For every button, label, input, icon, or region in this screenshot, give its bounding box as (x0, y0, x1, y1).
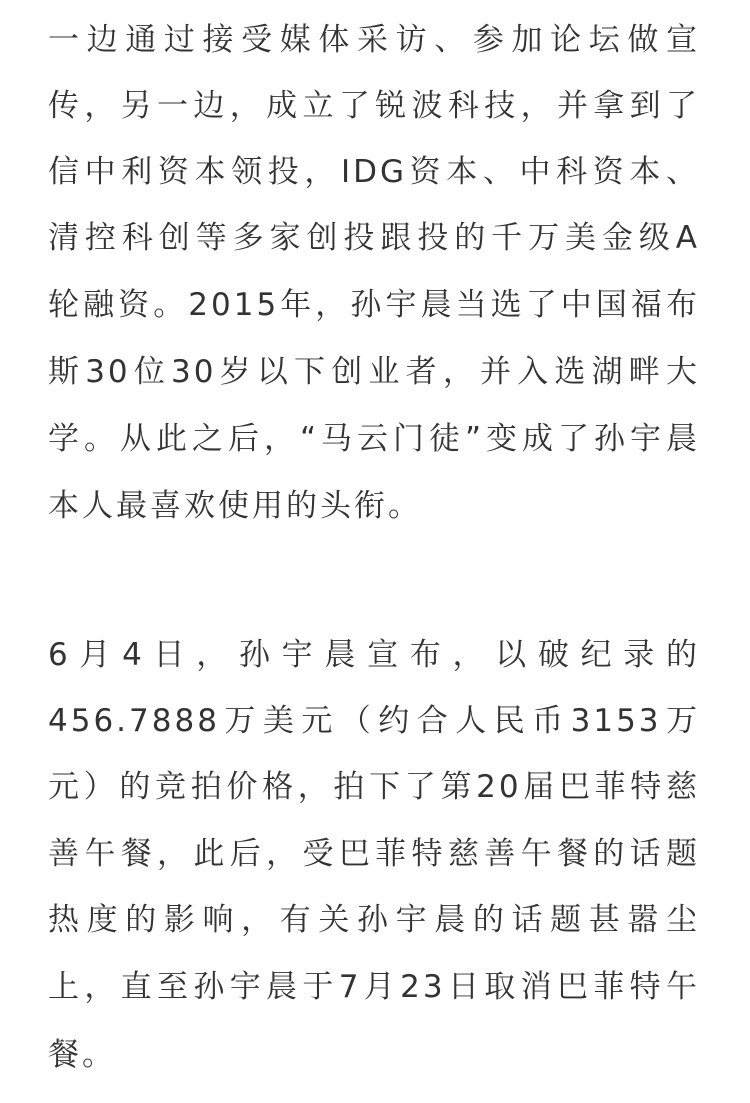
text-line: 学。从此之后，“马云门徒”变成了孙宇晨 (48, 421, 700, 457)
text-line: 一边通过接受媒体采访、参加论坛做宣 (48, 22, 700, 58)
text-line: 清控科创等多家创投跟投的千万美金级A (48, 220, 700, 256)
text-line: 轮融资。2015年，孙宇晨当选了中国福布 (48, 287, 700, 323)
text-line: 456.7888万美元（约合人民币3153万 (48, 703, 700, 739)
text-line: 传，另一边，成立了锐波科技，并拿到了 (48, 88, 700, 124)
text-line: 6月4日，孙宇晨宣布，以破纪录的 (48, 637, 700, 673)
text-line: 上，直至孙宇晨于7月23日取消巴菲特午 (48, 969, 700, 1005)
text-line: 本人最喜欢使用的头衔。 (48, 488, 422, 524)
text-line: 热度的影响，有关孙宇晨的话题甚嚣尘 (48, 902, 700, 938)
text-line: 信中利资本领投，IDG资本、中科资本、 (48, 154, 700, 190)
text-line: 善午餐，此后，受巴菲特慈善午餐的话题 (48, 836, 700, 872)
text-line: 餐。 (48, 1037, 116, 1073)
text-line: 斯30位30岁以下创业者，并入选湖畔大 (48, 354, 700, 390)
text-line: 元）的竞拍价格，拍下了第20届巴菲特慈 (48, 769, 700, 805)
